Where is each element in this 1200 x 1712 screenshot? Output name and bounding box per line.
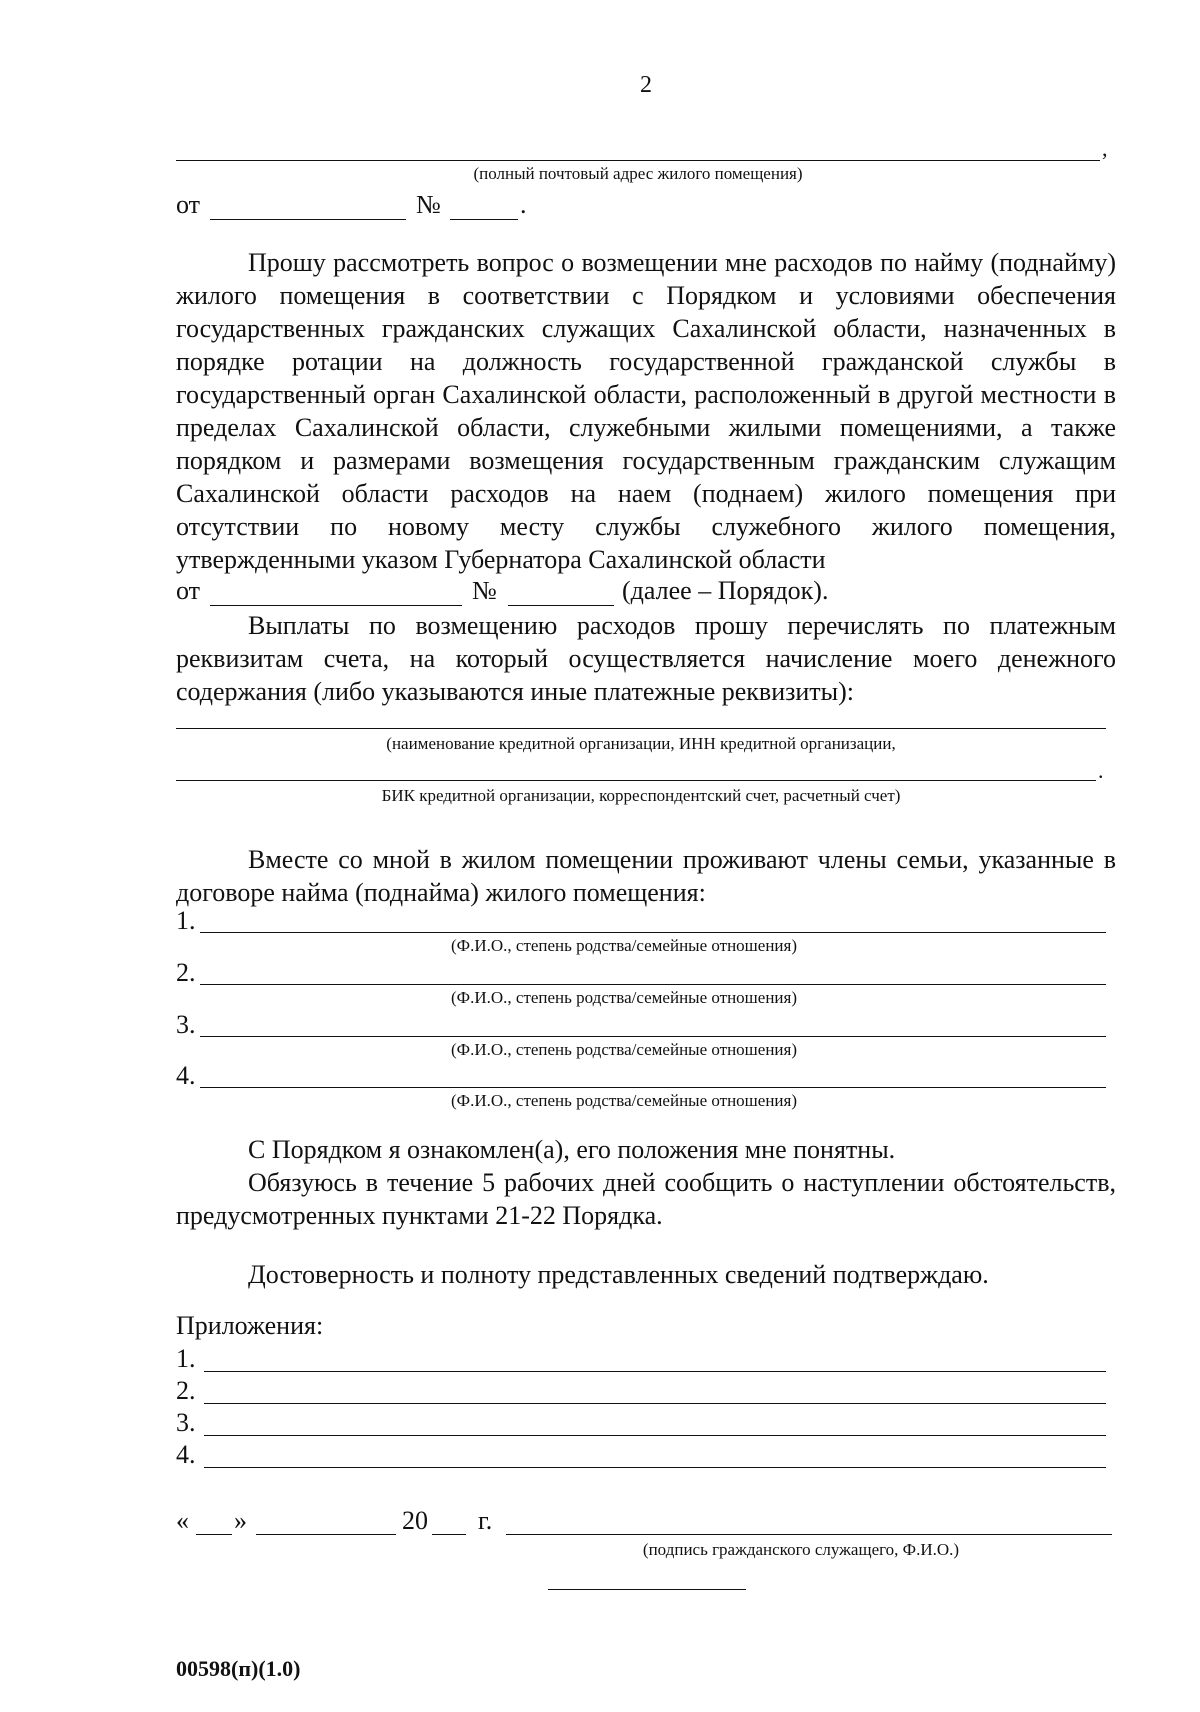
attachment-field[interactable]	[204, 1467, 1106, 1468]
payments-paragraph: Выплаты по возмещению расходов прошу перечислять по платежным реквизитам счета, на который осуществляется начисление моего денежного содержания (либо указываются иные платежные реквизиты):	[176, 611, 1116, 706]
family-member-caption: (Ф.И.О., степень родства/семейные отношения)	[451, 1091, 797, 1110]
attachments-title: Приложения:	[176, 1311, 324, 1340]
bank-caption-1: (наименование кредитной организации, ИНН кредитной организации,	[386, 734, 896, 753]
decree-prefix: от	[176, 576, 201, 605]
family-member-number: 4.	[176, 1061, 196, 1090]
decree-suffix: (далее – Порядок).	[622, 576, 829, 605]
attachment-number: 1.	[176, 1344, 196, 1373]
family-member-field[interactable]	[200, 984, 1106, 985]
date-year-suffix: г.	[478, 1506, 493, 1535]
attachment-field[interactable]	[204, 1435, 1106, 1436]
from-number-sign: №	[416, 190, 441, 219]
confirm-text: Достоверность и полноту представленных сведений подтверждаю.	[248, 1260, 989, 1289]
attachment-number: 2.	[176, 1376, 196, 1405]
address-trailing-comma: ,	[1102, 136, 1108, 161]
from-number-field[interactable]	[450, 219, 518, 220]
date-year-field[interactable]	[432, 1534, 466, 1535]
family-member-number: 1.	[176, 906, 196, 935]
date-quote-open: «	[176, 1506, 189, 1535]
family-member-caption: (Ф.И.О., степень родства/семейные отношения)	[451, 1040, 797, 1059]
bank-trailing-dot: .	[1098, 758, 1104, 783]
from-date-field[interactable]	[210, 219, 406, 220]
bank-caption-2: БИК кредитной организации, корреспондентский счет, расчетный счет)	[381, 786, 901, 805]
from-end-dot: .	[520, 190, 527, 219]
form-code: 00598(п)(1.0)	[176, 1656, 301, 1681]
date-month-field[interactable]	[256, 1534, 396, 1535]
page-number: 2	[640, 72, 652, 98]
address-line[interactable]	[176, 160, 1100, 161]
decree-number-field[interactable]	[508, 605, 614, 606]
obligation-text: Обязуюсь в течение 5 рабочих дней сообщить о наступлении обстоятельств, предусмотренных пунктами 21-22 Порядка.	[176, 1168, 1116, 1230]
family-member-number: 2.	[176, 958, 196, 987]
separator-line	[548, 1589, 746, 1590]
bank-line-1[interactable]	[176, 728, 1106, 729]
family-member-number: 3.	[176, 1010, 196, 1039]
family-member-field[interactable]	[200, 1036, 1106, 1037]
family-member-field[interactable]	[200, 1087, 1106, 1088]
signature-caption: (подпись гражданского служащего, Ф.И.О.)	[642, 1540, 960, 1559]
date-quote-close: »	[234, 1506, 247, 1535]
from-prefix: от	[176, 190, 201, 219]
signature-field[interactable]	[506, 1534, 1112, 1535]
acquainted-text: С Порядком я ознакомлен(а), его положения мне понятны.	[248, 1135, 896, 1164]
date-day-field[interactable]	[196, 1534, 232, 1535]
attachment-field[interactable]	[204, 1371, 1106, 1372]
address-caption: (полный почтовый адрес жилого помещения)	[473, 164, 803, 183]
family-paragraph: Вместе со мной в жилом помещении проживают члены семьи, указанные в договоре найма (поднайма) жилого помещения:	[176, 845, 1116, 907]
attachment-number: 3.	[176, 1408, 196, 1437]
decree-date-field[interactable]	[210, 605, 462, 606]
attachment-number: 4.	[176, 1440, 196, 1469]
family-member-caption: (Ф.И.О., степень родства/семейные отношения)	[451, 988, 797, 1007]
attachment-field[interactable]	[204, 1403, 1106, 1404]
family-member-field[interactable]	[200, 932, 1106, 933]
decree-number-sign: №	[472, 576, 497, 605]
request-paragraph: Прошу рассмотреть вопрос о возмещении мне расходов по найму (поднайму) жилого помещения в соответствии с Порядком и условиями обеспечения государственных гражданских служащих Сахалинской области, назначенных в порядке ротации на должность государственной гражданской службы в государственный орган Сахалинской области, расположенный в другой местности в пределах Сахалинской области, служебными жилыми помещениями, а также порядком и размерами возмещения государственным гражданским служащим Сахалинской области расходов на наем (поднаем) жилого помещения при отсутствии по новому месту службы служебного жилого помещения, утвержденными указом Губернатора Сахалинской области	[176, 248, 1116, 574]
family-member-caption: (Ф.И.О., степень родства/семейные отношения)	[451, 936, 797, 955]
date-year-prefix: 20	[402, 1506, 428, 1535]
bank-line-2[interactable]	[176, 780, 1096, 781]
